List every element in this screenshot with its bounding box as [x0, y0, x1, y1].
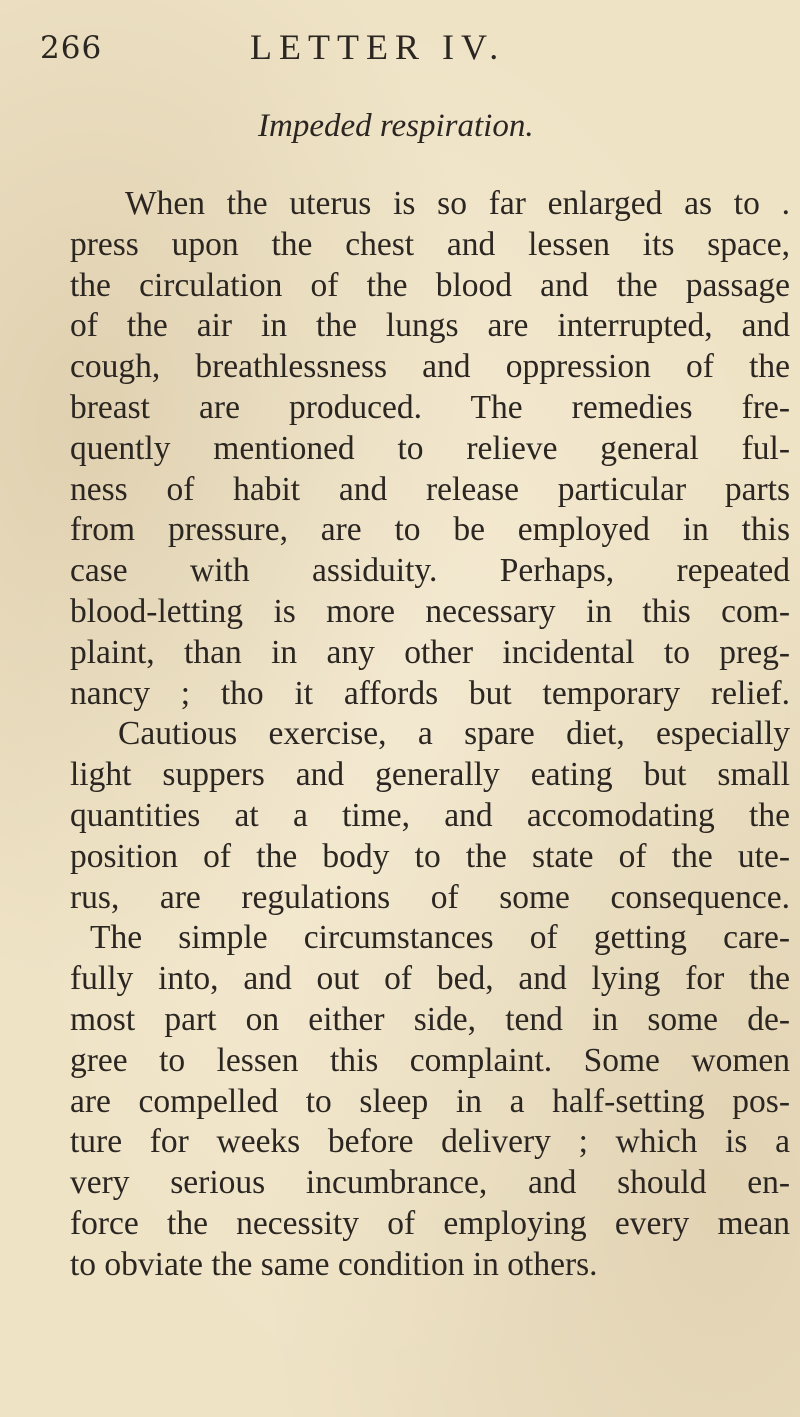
page-number: 266 — [40, 30, 103, 66]
text-line: the circulation of the blood and the passage — [70, 266, 790, 304]
text-line: ture for weeks before delivery ; which is a — [70, 1123, 790, 1161]
text-line: from pressure, are to be employed in this — [70, 511, 790, 549]
text-line: nancy ; tho it affords but temporary relief. — [70, 674, 790, 712]
text-line: rus, are regulations of some consequence. — [70, 878, 790, 916]
text-line: gree to lessen this complaint. Some women — [70, 1041, 790, 1079]
text-line: to obviate the same condition in others. — [70, 1245, 598, 1283]
body-paragraph — [70, 184, 790, 1286]
text-line: light suppers and generally eating but small — [70, 756, 790, 794]
page-header — [40, 22, 760, 82]
text-line: fully into, and out of bed, and lying for the — [70, 960, 790, 998]
text-line: of the air in the lungs are interrupted, and — [70, 307, 790, 345]
text-line: When the uterus is so far enlarged as to . — [125, 185, 790, 222]
text-line: breast are produced. The remedies fre- — [70, 388, 790, 426]
text-line: blood-letting is more necessary in this com- — [70, 592, 790, 630]
section-title: Impeded respiration. — [258, 108, 534, 144]
text-line: Cautious exercise, a spare diet, especially — [118, 715, 790, 753]
text-line: most part on either side, tend in some de- — [70, 1000, 790, 1038]
text-line: force the necessity of employing every mean — [70, 1204, 790, 1242]
text-line: quently mentioned to relieve general ful- — [70, 429, 790, 467]
text-line: case with assiduity. Perhaps, repeated — [70, 552, 790, 590]
text-line: plaint, than in any other incidental to preg- — [70, 633, 790, 671]
text-line: very serious incumbrance, and should en- — [70, 1164, 790, 1202]
text-line: are compelled to sleep in a half-setting pos- — [70, 1082, 790, 1120]
text-line: position of the body to the state of the ute- — [70, 837, 790, 875]
text-line: press upon the chest and lessen its space, — [70, 225, 790, 263]
text-line: quantities at a time, and accomodating the — [70, 796, 790, 834]
running-head: LETTER IV. — [250, 27, 506, 67]
text-line: ness of habit and release particular parts — [70, 470, 790, 508]
text-line: The simple circumstances of getting care- — [90, 919, 790, 957]
text-line: cough, breathlessness and oppression of the — [70, 348, 790, 386]
